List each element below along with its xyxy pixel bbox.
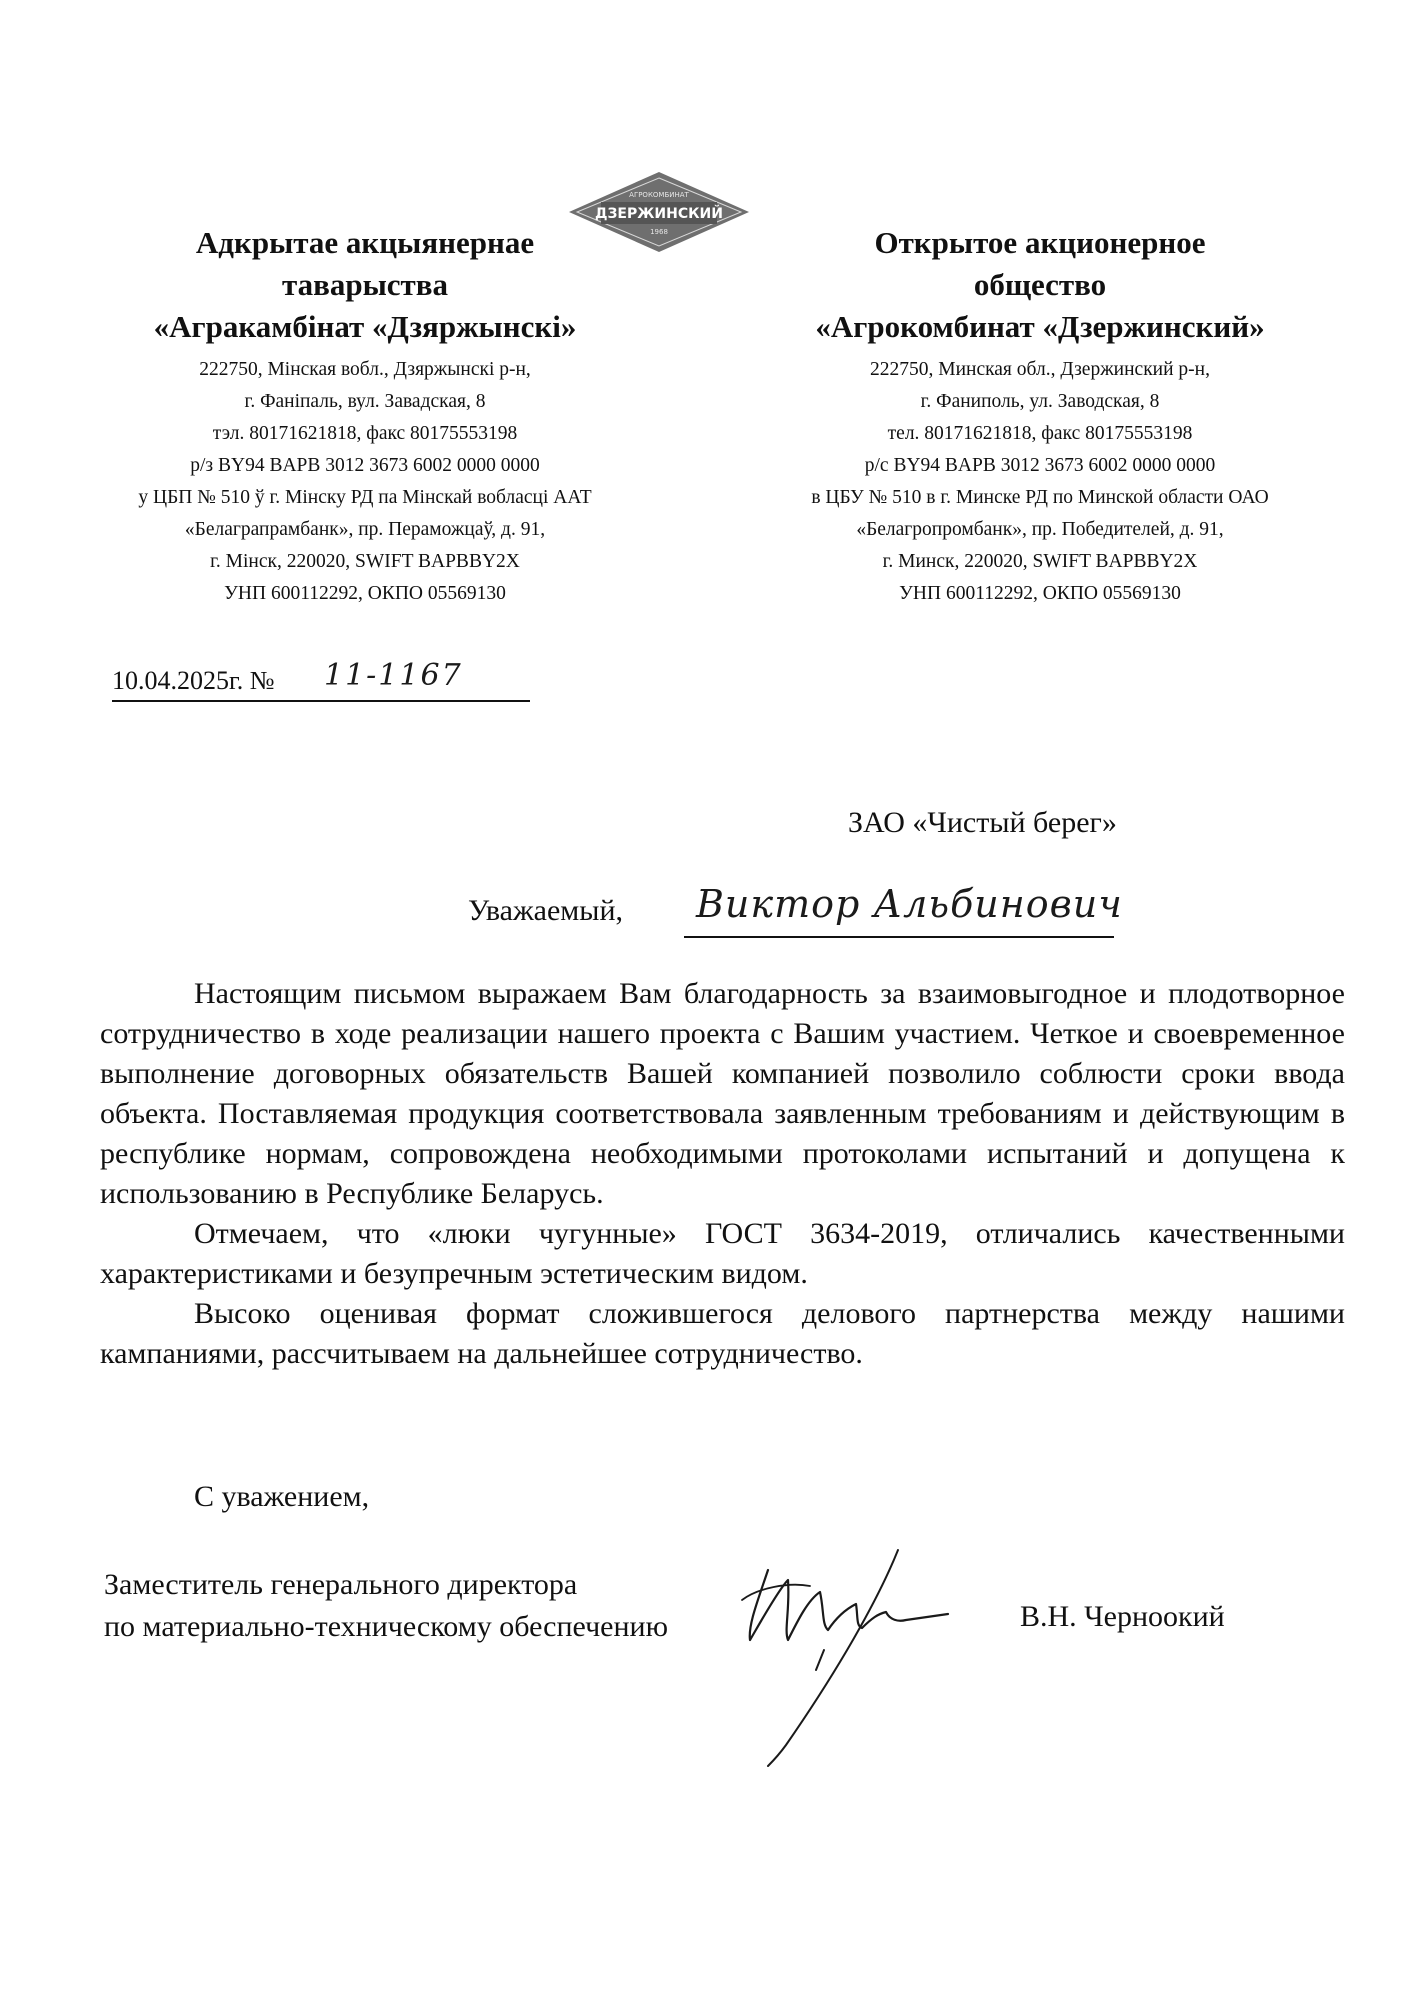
letterhead-belarusian <box>40 222 690 610</box>
signer-title <box>104 1564 668 1648</box>
unp-line: УНП 600112292, ОКПО 05569130 <box>224 583 506 604</box>
handwritten-signature <box>728 1530 1028 1770</box>
registration-underline <box>112 700 530 702</box>
address-line: г. Фаниполь, ул. Заводская, 8 <box>920 391 1160 412</box>
letterhead-russian <box>730 222 1350 610</box>
org-name-line: общество <box>973 267 1107 302</box>
org-name-line: «Агрокомбинат «Дзержинский» <box>815 309 1265 344</box>
bank-line: в ЦБУ № 510 в г. Минске РД по Минской области ОАО <box>811 487 1269 508</box>
phone-line: тэл. 80171621818, факс 80175553198 <box>212 423 518 444</box>
handwritten-number: 11-1167 <box>324 658 463 693</box>
closing-regards: С уважением, <box>194 1480 370 1513</box>
org-name-line: таварыства <box>281 267 449 302</box>
swift-line: г. Минск, 220020, SWIFT BAPBBY2X <box>882 551 1198 572</box>
signer-title-line: по материально-техническому обеспечению <box>104 1610 668 1643</box>
signer-name: В.Н. Черноокий <box>1020 1600 1225 1633</box>
logo-main-text: ДЗЕРЖИНСКИЙ <box>595 206 723 222</box>
company-logo <box>567 170 751 254</box>
org-name-line: Адкрытае акцыянернае <box>195 225 535 260</box>
address-line: 222750, Мінская вобл., Дзяржынскі р-н, <box>199 359 531 380</box>
bank-address-line: «Белаграпрамбанк», пр. Пераможцаў, д. 91, <box>184 519 546 540</box>
salutation-prefix: Уважаемый, <box>468 894 623 927</box>
unp-line: УНП 600112292, ОКПО 05569130 <box>899 583 1181 604</box>
org-name-line: «Агракамбінат «Дзяржынскі» <box>153 309 577 344</box>
handwritten-addressee-name: Виктор Альбинович <box>696 882 1123 926</box>
org-name-line: Открытое акционерное <box>874 225 1206 260</box>
account-line: р/з BY94 BAPB 3012 3673 6002 0000 0000 <box>190 455 540 476</box>
date-label: 10.04.2025г. № <box>112 666 275 695</box>
registration-line <box>112 658 463 696</box>
body-paragraph: Высоко оценивая формат сложившегося делового партнерства между нашими кампаниями, рассчитываем на дальнейшее сотрудничество. <box>100 1297 1345 1370</box>
body-paragraph: Отмечаем, что «люки чугунные» ГОСТ 3634-2019, отличались качественными характеристиками и безупречным эстетическим видом. <box>100 1217 1345 1290</box>
letter-body <box>100 974 1345 1374</box>
logo-bottom-text: 1968 <box>650 228 668 236</box>
bank-line: у ЦБП № 510 ў г. Мінску РД па Мінскай вобласці ААТ <box>138 487 592 508</box>
org-name-russian <box>730 222 1350 348</box>
account-line: р/с BY94 BAPB 3012 3673 6002 0000 0000 <box>864 455 1216 476</box>
address-line: г. Фаніпаль, вул. Завадская, 8 <box>244 391 486 412</box>
bank-address-line: «Белагропромбанк», пр. Победителей, д. 91, <box>856 519 1224 540</box>
recipient: ЗАО «Чистый берег» <box>848 806 1117 839</box>
phone-line: тел. 80171621818, факс 80175553198 <box>887 423 1193 444</box>
salutation <box>468 882 1123 928</box>
salutation-underline <box>684 936 1114 938</box>
body-paragraph: Настоящим письмом выражаем Вам благодарность за взаимовыгодное и плодотворное сотрудничество в ходе реализации нашего проекта с Вашим участием. Четкое и своевременное выполнение договорных обязательств Вашей компанией позволило соблюсти сроки ввода объекта. Поставляемая продукция соответствовала заявленным требованиям и действующим в республике нормам, сопровождена необходимыми протоколами испытаний и допущена к использованию в Республике Беларусь. <box>100 977 1345 1210</box>
logo-top-text: АГРОКОМБИНАТ <box>629 191 689 199</box>
swift-line: г. Мінск, 220020, SWIFT BAPBBY2X <box>210 551 520 572</box>
address-line: 222750, Минская обл., Дзержинский р-н, <box>869 359 1210 380</box>
signer-title-line: Заместитель генерального директора <box>104 1568 578 1601</box>
